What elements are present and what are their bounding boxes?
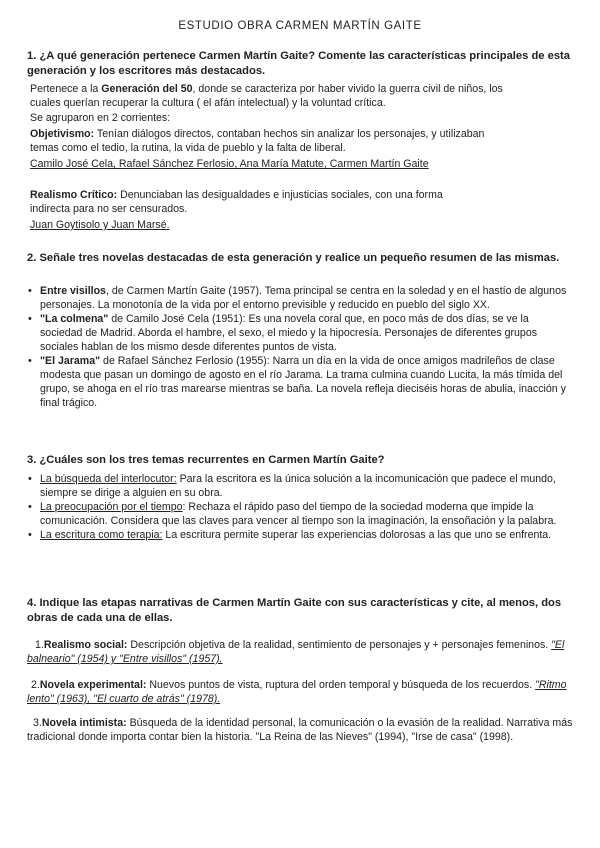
realismo-critico-text: Denunciaban las desigualdades e injusticias sociales, con una forma indirecta para no ser censurados. xyxy=(30,189,443,215)
q4-stage-2 xyxy=(27,678,575,706)
novel-summary: de Camilo José Cela (1951): Es una novela coral que, en poco más de dos días, se ve la sociedad de Madrid. Aborda el hambre, el sexo, el miedo y la hipocresía. Personajes de diferentes grupos sociales hablan de los mismo desde diferentes puntos de vista. xyxy=(40,313,538,353)
q1-paragraph-currents: Se agruparon en 2 corrientes: xyxy=(30,112,171,124)
novel-title: "La colmena" xyxy=(40,313,109,325)
q1-paragraph-generation xyxy=(30,82,510,110)
question-3-heading: 3. ¿Cuáles son los tres temas recurrentes en Carmen Martín Gaite? xyxy=(27,454,385,466)
list-item xyxy=(27,528,572,542)
q1-realismo-critico xyxy=(30,188,450,216)
list-item xyxy=(27,472,572,500)
q1-p1-bold: Generación del 50 xyxy=(101,83,193,95)
question-4-heading: 4. Indique las etapas narrativas de Carmen Martín Gaite con sus características y cite, al menos, dos obras de cada una de ellas. xyxy=(27,597,562,624)
page-title: ESTUDIO OBRA CARMEN MARTÍN GAITE xyxy=(178,20,422,32)
q1-p1-pre: Pertenece a la xyxy=(30,83,102,95)
q1-p1-post: , donde se caracteriza por haber vivido la guerra civil de niños, los cuales querían recuperar la cultura ( el afán intelectual) y la voluntad crítica. xyxy=(30,83,503,109)
novel-summary: de Rafael Sánchez Ferlosio (1955): Narra un día en la vida de once amigos madrileños de clase modesta que pasan un domingo de agosto en el río Jarama. La trama culmina cuando Lucita, la más tímida del grupo, se ahoga en el río tras marearse mientras se baña. La novela refleja dieciséis horas de abulia, inacción y final trágico. xyxy=(40,355,566,409)
q4-stage-3 xyxy=(27,716,575,744)
novel-title: "El Jarama" xyxy=(40,355,101,367)
stage-text: Descripción objetiva de la realidad, sentimiento de personajes y + personajes femeninos. xyxy=(127,639,552,651)
theme-title: La preocupación por el tiempo xyxy=(40,501,183,513)
realismo-critico-authors: Juan Goytisolo y Juan Marsé. xyxy=(30,219,170,231)
stage-works: "Ritmo lento" (1963), "El cuarto de atrás" (1978). xyxy=(27,679,567,705)
question-2-heading: 2. Señale tres novelas destacadas de esta generación y realice un pequeño resumen de las mismas. xyxy=(27,252,560,264)
theme-text: La escritura permite superar las experiencias dolorosas a las que uno se enfrenta. xyxy=(162,529,552,541)
q2-novel-list xyxy=(27,284,572,410)
list-item xyxy=(27,354,572,410)
q1-objetivismo xyxy=(30,127,500,155)
novel-title: Entre visillos xyxy=(40,285,106,297)
q4-stage-1 xyxy=(27,638,575,666)
stage-label: Novela experimental: xyxy=(39,679,147,691)
list-item xyxy=(27,500,572,528)
theme-text: : Rechaza el rápido paso del tiempo de la sociedad moderna que impide la comunicación. Considera que las claves para vencer al tiempo son la imaginación, la ensoñación y la palabra. xyxy=(40,501,557,527)
stage-number: 1. xyxy=(35,639,44,651)
stage-number: 3. xyxy=(33,717,42,729)
stage-label: Realismo social: xyxy=(43,639,128,651)
question-1-heading: 1. ¿A qué generación pertenece Carmen Martín Gaite? Comente las características principales de esta generación y los escritores más destacados. xyxy=(27,50,571,77)
list-item xyxy=(27,284,572,312)
stage-number: 2. xyxy=(31,679,40,691)
objetivismo-text: Tenían diálogos directos, contaban hechos sin analizar los personajes, y utilizaban temas como el tedio, la rutina, la vida de pueblo y la falta de liberal. xyxy=(30,128,485,154)
stage-label: Novela intimista: xyxy=(41,717,127,729)
realismo-critico-label: Realismo Crítico: xyxy=(30,189,118,201)
stage-works: "El balneario" (1954) y "Entre visillos" (1957). xyxy=(27,639,565,665)
stage-text: Búsqueda de la identidad personal, la comunicación o la evasión de la realidad. Narrativa más tradicional donde importa contar bien la historia. "La Reina de las Nieves" (1994), "Irse de casa" (1998). xyxy=(27,717,573,743)
novel-summary: , de Carmen Martín Gaite (1957). Tema principal se centra en la soledad y en el hastío de algunos personajes. La monotonía de la vida por el entorno previsible y reducido en pueblo del siglo XX. xyxy=(40,285,567,311)
theme-title: La escritura como terapia: xyxy=(40,529,163,541)
q3-theme-list xyxy=(27,472,572,542)
list-item xyxy=(27,312,572,354)
theme-text: Para la escritora es la única solución a la incomunicación que padece el mundo, siempre se dirige a alguien en su obra. xyxy=(40,473,556,499)
objetivismo-label: Objetivismo: xyxy=(30,128,95,140)
objetivismo-authors: Camilo José Cela, Rafael Sánchez Ferlosio, Ana María Matute, Carmen Martín Gaite xyxy=(30,158,429,170)
theme-title: La búsqueda del interlocutor: xyxy=(40,473,177,485)
stage-text: Nuevos puntos de vista, ruptura del orden temporal y búsqueda de los recuerdos. xyxy=(146,679,536,691)
